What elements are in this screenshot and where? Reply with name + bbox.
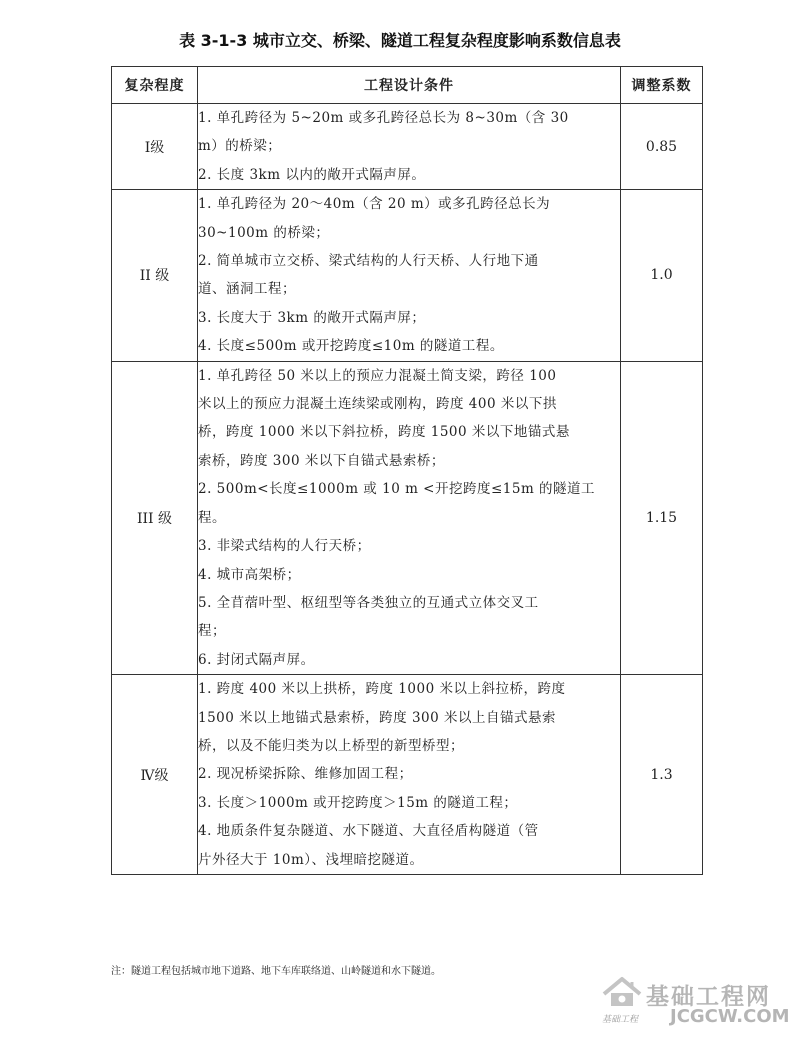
header-level: 复杂程度 bbox=[112, 67, 198, 104]
condition-line: 2. 简单城市立交桥、梁式结构的人行天桥、人行地下通 bbox=[198, 253, 539, 270]
condition-line: m）的桥梁； bbox=[198, 138, 282, 155]
condition-line: 1. 单孔跨径为 20～40m（含 20 m）或多孔跨径总长为 bbox=[198, 196, 551, 213]
condition-line: 索桥，跨度 300 米以下自锚式悬索桥； bbox=[198, 452, 445, 469]
conditions-cell bbox=[198, 104, 621, 190]
condition-line: 3. 长度＞1000m 或开挖跨度＞15m 的隧道工程； bbox=[198, 794, 518, 811]
conditions-cell bbox=[198, 190, 621, 361]
condition-line: 1. 单孔跨径 50 米以上的预应力混凝土简支梁，跨径 100 bbox=[198, 367, 557, 384]
table-row bbox=[112, 361, 703, 674]
level-cell: Ⅰ级 bbox=[112, 104, 198, 190]
condition-line: 2. 长度 3km 以内的敞开式隔声屏。 bbox=[198, 166, 426, 183]
table-title: 表 3-1-3 城市立交、桥梁、隧道工程复杂程度影响系数信息表 bbox=[179, 31, 621, 50]
condition-line: 2. 现况桥梁拆除、维修加固工程； bbox=[198, 766, 413, 783]
condition-line: 4. 长度≤500m 或开挖跨度≤10m 的隧道工程。 bbox=[198, 338, 504, 355]
condition-line: 道、涵洞工程； bbox=[198, 281, 296, 298]
level-cell: Ⅳ级 bbox=[112, 675, 198, 875]
coefficient-cell: 0.85 bbox=[621, 104, 703, 190]
watermark-brand: 基础工程网 bbox=[646, 984, 771, 1010]
coefficient-cell: 1.0 bbox=[621, 190, 703, 361]
coefficient-cell: 1.3 bbox=[621, 675, 703, 875]
house-logo-icon bbox=[600, 976, 646, 1010]
condition-line: 3. 非梁式结构的人行天桥； bbox=[198, 538, 371, 555]
condition-line: 2. 500m<长度≤1000m 或 10 m <开挖跨度≤15m 的隧道工 bbox=[198, 481, 596, 498]
condition-line: 4. 地质条件复杂隧道、水下隧道、大直径盾构隧道（管 bbox=[198, 823, 539, 840]
condition-line: 5. 全苜蓿叶型、枢纽型等各类独立的互通式立体交叉工 bbox=[198, 594, 539, 611]
coefficient-cell: 1.15 bbox=[621, 361, 703, 674]
condition-line: 桥，跨度 1000 米以下斜拉桥，跨度 1500 米以下地锚式悬 bbox=[198, 424, 570, 441]
watermark-url: JCGCW.COM bbox=[670, 1006, 790, 1027]
condition-line: 6. 封闭式隔声屏。 bbox=[198, 651, 315, 668]
condition-line: 1. 单孔跨径为 5~20m 或多孔跨径总长为 8~30m（含 30 bbox=[198, 110, 569, 126]
table-row bbox=[112, 104, 703, 190]
table-row bbox=[112, 190, 703, 361]
level-cell: II 级 bbox=[112, 190, 198, 361]
condition-line: 程； bbox=[198, 623, 226, 640]
level-cell: III 级 bbox=[112, 361, 198, 674]
condition-line: 米以上的预应力混凝土连续梁或刚构，跨度 400 米以下拱 bbox=[198, 396, 557, 413]
condition-line: 4. 城市高架桥； bbox=[198, 566, 301, 583]
footnote: 注：隧道工程包括城市地下道路、地下车库联络道、山岭隧道和水下隧道。 bbox=[111, 966, 441, 977]
header-coefficient: 调整系数 bbox=[621, 67, 703, 104]
watermark-logo bbox=[600, 976, 790, 1032]
condition-line: 1. 跨度 400 米以上拱桥，跨度 1000 米以上斜拉桥，跨度 bbox=[198, 681, 566, 698]
condition-line: 程。 bbox=[198, 509, 226, 526]
condition-line: 1500 米以上地锚式悬索桥，跨度 300 米以上自锚式悬索 bbox=[198, 709, 556, 726]
condition-line: 桥，以及不能归类为以上桥型的新型桥型； bbox=[198, 737, 464, 754]
watermark-small-text: 基础工程 bbox=[602, 1015, 639, 1025]
conditions-cell bbox=[198, 675, 621, 875]
condition-line: 片外径大于 10m）、浅埋暗挖隧道。 bbox=[198, 851, 424, 868]
condition-line: 3. 长度大于 3km 的敞开式隔声屏； bbox=[198, 309, 426, 326]
coefficient-table bbox=[111, 66, 703, 875]
condition-line: 30~100m 的桥梁； bbox=[198, 224, 330, 241]
conditions-cell bbox=[198, 361, 621, 674]
header-conditions: 工程设计条件 bbox=[198, 67, 621, 104]
table-header-row bbox=[112, 67, 703, 104]
table-row bbox=[112, 675, 703, 875]
